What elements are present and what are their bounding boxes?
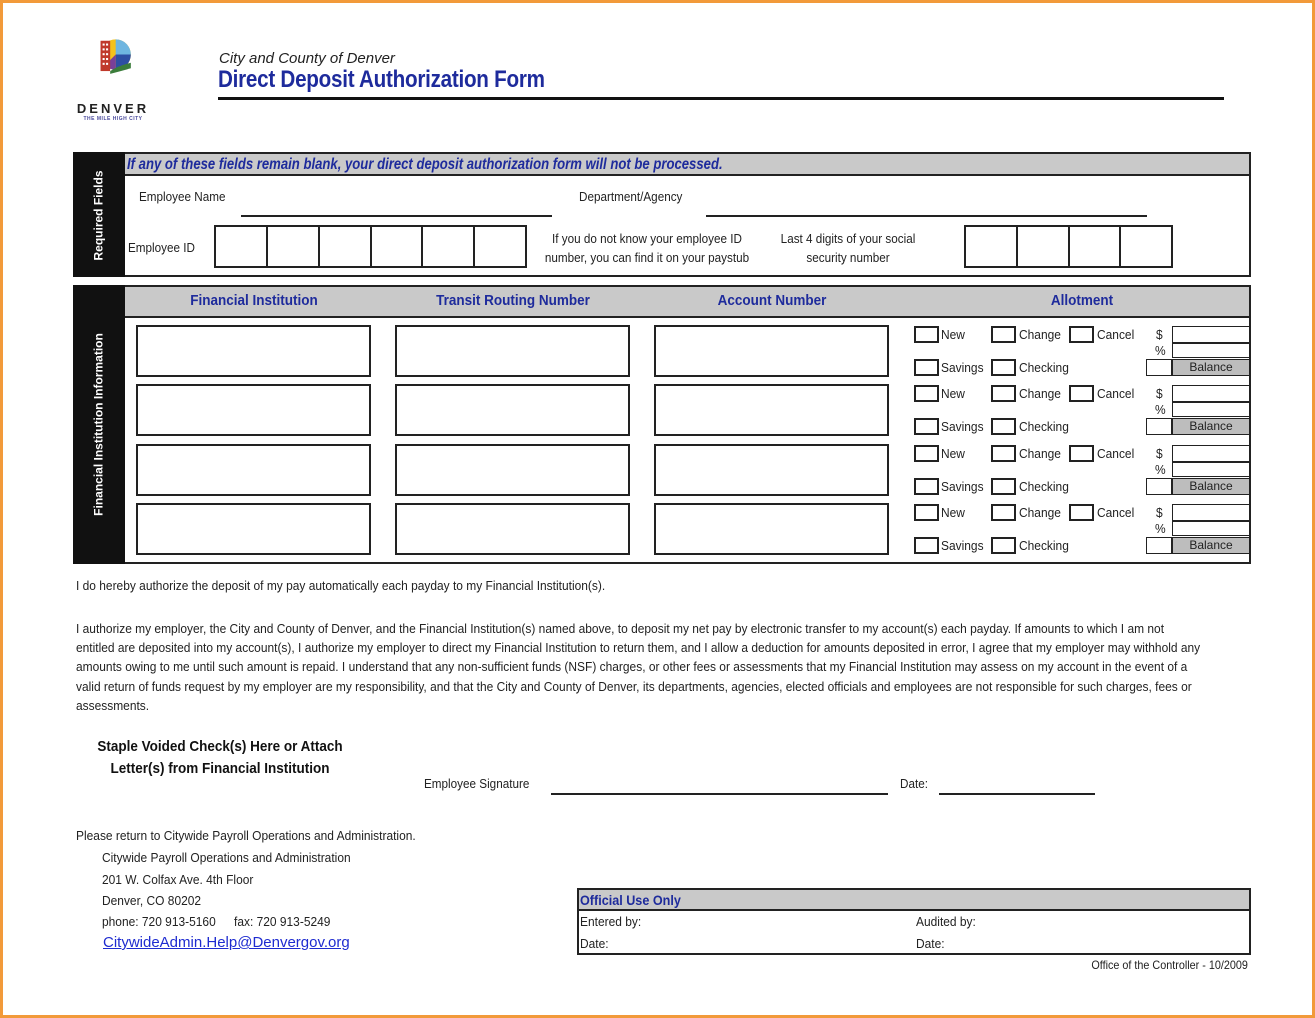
financial-label: Financial Institution Information bbox=[91, 333, 106, 516]
ssn-digit-2[interactable] bbox=[1016, 225, 1070, 268]
savings-label: Savings bbox=[941, 479, 984, 494]
new-label: New bbox=[941, 327, 965, 342]
employee-id-digit-2[interactable] bbox=[266, 225, 320, 268]
checking-label: Checking bbox=[1019, 479, 1069, 494]
change-checkbox[interactable] bbox=[991, 385, 1016, 402]
account-number-input[interactable] bbox=[654, 444, 889, 496]
amount-input[interactable] bbox=[1172, 504, 1250, 521]
employee-id-label: Employee ID bbox=[128, 240, 195, 255]
cancel-checkbox[interactable] bbox=[1069, 504, 1094, 521]
change-label: Change bbox=[1019, 446, 1061, 461]
checking-label: Checking bbox=[1019, 419, 1069, 434]
cancel-checkbox[interactable] bbox=[1069, 445, 1094, 462]
phone-number: phone: 720 913-5160 bbox=[102, 914, 216, 929]
percent-input[interactable] bbox=[1172, 343, 1250, 358]
balance-label: Balance bbox=[1172, 418, 1250, 435]
balance-checkbox[interactable] bbox=[1146, 359, 1172, 376]
account-number-input[interactable] bbox=[654, 325, 889, 377]
transit-routing-input[interactable] bbox=[395, 503, 630, 555]
checking-label: Checking bbox=[1019, 538, 1069, 553]
employee-id-digit-6[interactable] bbox=[473, 225, 527, 268]
checking-checkbox[interactable] bbox=[991, 478, 1016, 495]
savings-label: Savings bbox=[941, 419, 984, 434]
employee-id-note bbox=[539, 229, 755, 267]
department-field[interactable] bbox=[706, 215, 1147, 217]
employee-id-note-line-2: number, you can find it on your paystub bbox=[544, 250, 750, 265]
cancel-label: Cancel bbox=[1097, 446, 1135, 461]
title-rule bbox=[218, 97, 1224, 100]
authorization-paragraph-line: assessments. bbox=[76, 697, 150, 713]
ssn-note-line-2: security number bbox=[806, 250, 890, 265]
authorization-paragraph-line: valid return of funds request by my employer are my responsibility, and that the City and County of Denver, its departments, agencies, elected officials and employees are not responsible for such charges, fees or bbox=[76, 678, 1192, 694]
cancel-label: Cancel bbox=[1097, 386, 1135, 401]
signature-date-label: Date: bbox=[900, 776, 928, 791]
cancel-checkbox[interactable] bbox=[1069, 326, 1094, 343]
address-line: Citywide Payroll Operations and Administration bbox=[102, 850, 351, 865]
return-intro: Please return to Citywide Payroll Operations and Administration. bbox=[76, 828, 416, 843]
percent-input[interactable] bbox=[1172, 402, 1250, 417]
employee-id-digit-4[interactable] bbox=[370, 225, 424, 268]
new-checkbox[interactable] bbox=[914, 385, 939, 402]
official-date-right-label: Date: bbox=[916, 936, 945, 951]
savings-label: Savings bbox=[941, 360, 984, 375]
staple-line-2: Letter(s) from Financial Institution bbox=[110, 760, 330, 777]
dollar-sign: $ bbox=[1156, 505, 1163, 520]
authorization-paragraph-line: I authorize my employer, the City and County of Denver, and the Financial Institution(s) named above, to deposit my net pay by electronic transfer to my account(s) each payday. If amounts to which I am not bbox=[76, 621, 1165, 636]
new-checkbox[interactable] bbox=[914, 504, 939, 521]
new-label: New bbox=[941, 386, 965, 401]
denver-logo-icon bbox=[70, 38, 160, 100]
official-use-title: Official Use Only bbox=[580, 892, 681, 908]
address-line: Denver, CO 80202 bbox=[102, 893, 202, 908]
balance-checkbox[interactable] bbox=[1146, 478, 1172, 495]
fax-number: fax: 720 913-5249 bbox=[234, 914, 331, 929]
financial-institution-input[interactable] bbox=[136, 325, 371, 377]
change-checkbox[interactable] bbox=[991, 445, 1016, 462]
account-number-input[interactable] bbox=[654, 503, 889, 555]
account-number-input[interactable] bbox=[654, 384, 889, 436]
ssn-digit-4[interactable] bbox=[1119, 225, 1173, 268]
official-date-left-label: Date: bbox=[580, 936, 609, 951]
change-checkbox[interactable] bbox=[991, 326, 1016, 343]
percent-input[interactable] bbox=[1172, 521, 1250, 536]
percent-sign: % bbox=[1155, 343, 1166, 358]
form-title: Direct Deposit Authorization Form bbox=[218, 66, 545, 93]
percent-sign: % bbox=[1155, 402, 1166, 417]
checking-checkbox[interactable] bbox=[991, 418, 1016, 435]
col-account-number: Account Number bbox=[717, 292, 827, 309]
amount-input[interactable] bbox=[1172, 445, 1250, 462]
ssn-digit-3[interactable] bbox=[1068, 225, 1122, 268]
support-email-link[interactable]: CitywideAdmin.Help@Denvergov.org bbox=[103, 934, 350, 951]
checking-checkbox[interactable] bbox=[991, 537, 1016, 554]
ssn-note-line-1: Last 4 digits of your social bbox=[780, 231, 916, 246]
percent-sign: % bbox=[1155, 521, 1166, 536]
new-label: New bbox=[941, 505, 965, 520]
required-fields-label: Required Fields bbox=[91, 170, 106, 261]
authorization-paragraph-line: amounts owing to me until such amount is repaid. I understand that any non-sufficient funds (NSF) charges, or other fees or assessments that my Financial Institution may assess on my account in the event of a bbox=[76, 659, 1188, 675]
cancel-label: Cancel bbox=[1097, 505, 1135, 520]
balance-checkbox[interactable] bbox=[1146, 537, 1172, 554]
employee-id-boxes bbox=[214, 225, 527, 268]
col-financial-institution: Financial Institution bbox=[190, 292, 318, 309]
new-checkbox[interactable] bbox=[914, 326, 939, 343]
new-checkbox[interactable] bbox=[914, 445, 939, 462]
signature-date-field[interactable] bbox=[939, 793, 1095, 795]
footer-note: Office of the Controller - 10/2009 bbox=[1091, 958, 1248, 972]
entered-by-label: Entered by: bbox=[580, 914, 642, 929]
dollar-sign: $ bbox=[1156, 386, 1163, 401]
dollar-sign: $ bbox=[1156, 327, 1163, 342]
col-transit-routing: Transit Routing Number bbox=[436, 292, 590, 309]
checking-label: Checking bbox=[1019, 360, 1069, 375]
logo-tagline: THE MILE HIGH CITY bbox=[83, 116, 143, 122]
balance-label: Balance bbox=[1172, 537, 1250, 554]
org-name: City and County of Denver bbox=[219, 50, 395, 67]
ssn-boxes bbox=[964, 225, 1173, 268]
authorization-paragraph-line: entitled are deposited into my account(s), I authorize my employer to direct my Financial Institution to return them, and I allow a deduction for amounts deposited in error, I agree that my employer may withhold any bbox=[76, 640, 1201, 656]
employee-signature-label: Employee Signature bbox=[424, 776, 530, 791]
financial-institution-input[interactable] bbox=[136, 444, 371, 496]
change-label: Change bbox=[1019, 505, 1061, 520]
employee-name-label: Employee Name bbox=[139, 189, 226, 204]
employee-id-note-line-1: If you do not know your employee ID bbox=[552, 231, 742, 246]
logo-wordmark: DENVER bbox=[76, 101, 150, 116]
balance-label: Balance bbox=[1172, 478, 1250, 495]
authorization-paragraph bbox=[76, 619, 1217, 715]
employee-name-field[interactable] bbox=[241, 215, 552, 217]
percent-sign: % bbox=[1155, 462, 1166, 477]
balance-label: Balance bbox=[1172, 359, 1250, 376]
amount-input[interactable] bbox=[1172, 326, 1250, 343]
savings-checkbox[interactable] bbox=[914, 418, 939, 435]
warning-text: If any of these fields remain blank, your direct deposit authorization form will not be processed. bbox=[127, 156, 723, 173]
change-checkbox[interactable] bbox=[991, 504, 1016, 521]
address-line: 201 W. Colfax Ave. 4th Floor bbox=[102, 872, 254, 887]
employee-id-digit-1[interactable] bbox=[214, 225, 268, 268]
savings-checkbox[interactable] bbox=[914, 537, 939, 554]
col-allotment: Allotment bbox=[1050, 292, 1114, 309]
savings-checkbox[interactable] bbox=[914, 359, 939, 376]
staple-instruction bbox=[94, 736, 346, 780]
employee-signature-field[interactable] bbox=[551, 793, 888, 795]
financial-institution-input[interactable] bbox=[136, 384, 371, 436]
balance-checkbox[interactable] bbox=[1146, 418, 1172, 435]
savings-label: Savings bbox=[941, 538, 984, 553]
authorization-line: I do hereby authorize the deposit of my pay automatically each payday to my Financial Institution(s). bbox=[76, 578, 606, 593]
cancel-checkbox[interactable] bbox=[1069, 385, 1094, 402]
transit-routing-input[interactable] bbox=[395, 325, 630, 377]
cancel-label: Cancel bbox=[1097, 327, 1135, 342]
audited-by-label: Audited by: bbox=[916, 914, 976, 929]
transit-routing-input[interactable] bbox=[395, 384, 630, 436]
change-label: Change bbox=[1019, 327, 1061, 342]
ssn-note bbox=[766, 229, 930, 267]
financial-institution-input[interactable] bbox=[136, 503, 371, 555]
percent-input[interactable] bbox=[1172, 462, 1250, 477]
employee-id-digit-5[interactable] bbox=[421, 225, 475, 268]
savings-checkbox[interactable] bbox=[914, 478, 939, 495]
change-label: Change bbox=[1019, 386, 1061, 401]
ssn-digit-1[interactable] bbox=[964, 225, 1018, 268]
staple-line-1: Staple Voided Check(s) Here or Attach bbox=[97, 738, 343, 755]
amount-input[interactable] bbox=[1172, 385, 1250, 402]
transit-routing-input[interactable] bbox=[395, 444, 630, 496]
new-label: New bbox=[941, 446, 965, 461]
employee-id-digit-3[interactable] bbox=[318, 225, 372, 268]
checking-checkbox[interactable] bbox=[991, 359, 1016, 376]
department-label: Department/Agency bbox=[579, 189, 683, 204]
dollar-sign: $ bbox=[1156, 446, 1163, 461]
